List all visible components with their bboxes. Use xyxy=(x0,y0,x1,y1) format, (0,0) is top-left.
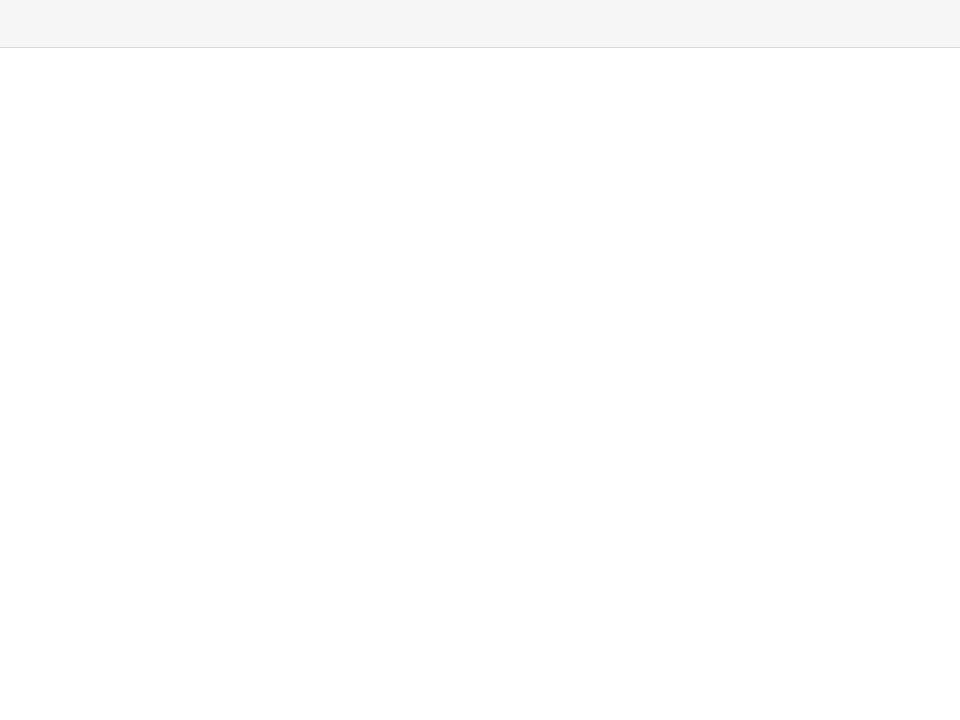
app-header xyxy=(0,0,960,48)
main-content xyxy=(0,48,960,720)
